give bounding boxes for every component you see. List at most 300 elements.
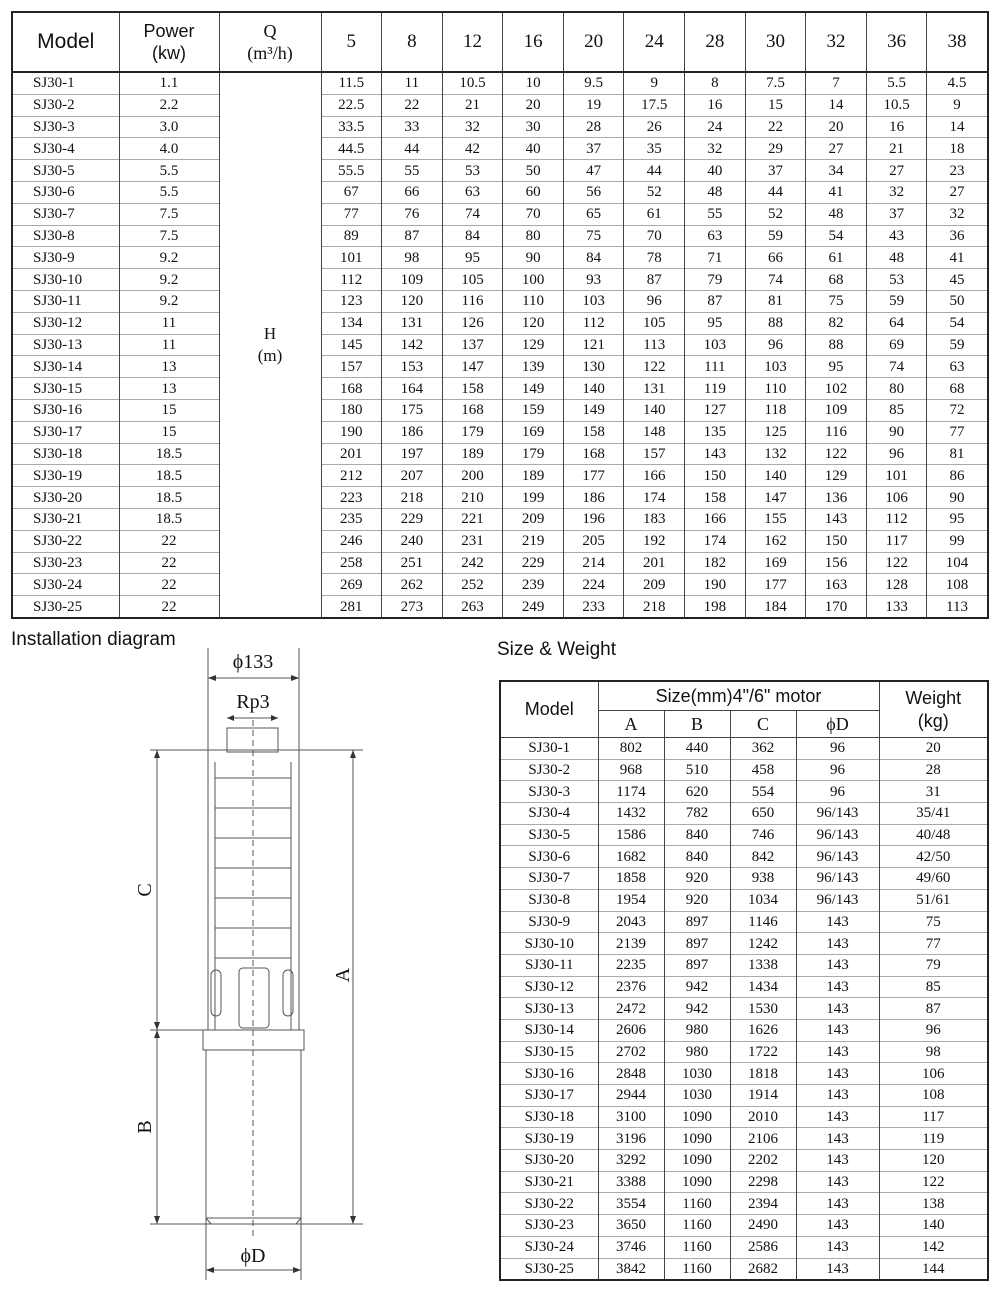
header-flow (219, 12, 321, 72)
arrowhead (291, 675, 299, 681)
cell-head-value: 168 (321, 378, 382, 400)
cell-head-value: 79 (685, 269, 746, 291)
cell-power: 22 (119, 552, 219, 574)
cell-c: 2202 (730, 1150, 796, 1172)
size-weight-row (500, 1171, 988, 1193)
cell-head-value: 95 (806, 356, 867, 378)
cell-a: 3746 (598, 1236, 664, 1258)
cell-head-value: 174 (624, 487, 685, 509)
cell-head-value: 102 (806, 378, 867, 400)
performance-row (12, 160, 988, 182)
cell-w: 108 (879, 1085, 988, 1107)
cell-head-value: 122 (806, 443, 867, 465)
header-flow-value: 28 (685, 12, 746, 72)
cell-head-value: 33 (382, 116, 443, 138)
cell-b: 1090 (664, 1171, 730, 1193)
cell-head-value: 90 (866, 421, 927, 443)
performance-row (12, 116, 988, 138)
cell-head-value: 54 (806, 225, 867, 247)
head-unit: (m) (257, 345, 283, 365)
size-weight-row (500, 998, 988, 1020)
performance-row (12, 312, 988, 334)
cell-head-value: 177 (563, 465, 624, 487)
cell-head-value: 166 (624, 465, 685, 487)
cell-head-value: 20 (806, 116, 867, 138)
cell-head-value: 9 (927, 94, 988, 116)
cell-a: 3554 (598, 1193, 664, 1215)
cell-head-value: 84 (563, 247, 624, 269)
arrowhead (350, 1216, 356, 1224)
cell-w: 140 (879, 1215, 988, 1237)
cell-head-value: 147 (442, 356, 503, 378)
cell-model: SJ30-8 (12, 225, 119, 247)
cell-c: 362 (730, 738, 796, 760)
cell-head-value: 189 (503, 465, 564, 487)
cell-head-value: 199 (503, 487, 564, 509)
cell-head-value: 47 (563, 160, 624, 182)
size-weight-row (500, 1193, 988, 1215)
cell-power: 5.5 (119, 181, 219, 203)
cell-head-value: 182 (685, 552, 746, 574)
cell-head-value: 95 (685, 312, 746, 334)
cell-model: SJ30-16 (12, 399, 119, 421)
size-weight-row (500, 868, 988, 890)
cell-head-value: 179 (503, 443, 564, 465)
cell-d: 96/143 (796, 824, 879, 846)
cell-head-value: 29 (745, 138, 806, 160)
size-header-size: Size(mm)4"/6" motor (598, 681, 879, 711)
cell-head-value: 48 (806, 203, 867, 225)
cell-head-value: 70 (624, 225, 685, 247)
cell-head-value: 18 (927, 138, 988, 160)
label-a: A (332, 967, 354, 983)
cell-head-value: 63 (685, 225, 746, 247)
cell-head-value: 106 (866, 487, 927, 509)
cell-a: 2472 (598, 998, 664, 1020)
cell-head-value: 27 (806, 138, 867, 160)
cell-head-value: 157 (624, 443, 685, 465)
cell-head-value: 98 (382, 247, 443, 269)
cell-w: 98 (879, 1041, 988, 1063)
cell-head-value: 140 (624, 399, 685, 421)
cell-model: SJ30-25 (500, 1258, 598, 1280)
cell-head-value: 26 (624, 116, 685, 138)
cell-head-value: 143 (806, 508, 867, 530)
header-flow-value: 36 (866, 12, 927, 72)
cell-a: 3388 (598, 1171, 664, 1193)
cell-model: SJ30-19 (12, 465, 119, 487)
cell-power: 15 (119, 421, 219, 443)
cell-w: 120 (879, 1150, 988, 1172)
cell-model: SJ30-9 (12, 247, 119, 269)
cell-head-value: 131 (624, 378, 685, 400)
cell-head-value: 246 (321, 530, 382, 552)
cell-head-value: 22 (745, 116, 806, 138)
cell-head-value: 168 (563, 443, 624, 465)
cell-head-value: 164 (382, 378, 443, 400)
cell-head-value: 168 (442, 399, 503, 421)
size-weight-row (500, 1258, 988, 1280)
performance-table (11, 11, 989, 619)
cell-head-value: 196 (563, 508, 624, 530)
cell-head-value: 201 (624, 552, 685, 574)
performance-row (12, 596, 988, 618)
performance-row (12, 399, 988, 421)
cell-power: 7.5 (119, 203, 219, 225)
cell-b: 1090 (664, 1106, 730, 1128)
cell-w: 96 (879, 1019, 988, 1041)
arrowhead (227, 715, 234, 721)
cell-head-value: 269 (321, 574, 382, 596)
cell-b: 1030 (664, 1063, 730, 1085)
cell-model: SJ30-4 (500, 803, 598, 825)
cell-head-value: 121 (563, 334, 624, 356)
header-power (119, 12, 219, 72)
cell-model: SJ30-22 (500, 1193, 598, 1215)
cell-head-value: 109 (382, 269, 443, 291)
cell-head-value: 112 (321, 269, 382, 291)
cell-power: 13 (119, 378, 219, 400)
cell-head-value: 21 (866, 138, 927, 160)
cell-d: 96 (796, 738, 879, 760)
cell-c: 746 (730, 824, 796, 846)
cell-head-value: 155 (745, 508, 806, 530)
cell-head-value: 69 (866, 334, 927, 356)
cell-c: 554 (730, 781, 796, 803)
cell-head-value: 169 (503, 421, 564, 443)
cell-power: 2.2 (119, 94, 219, 116)
cell-head-value: 64 (866, 312, 927, 334)
cell-head-value: 148 (624, 421, 685, 443)
cell-d: 143 (796, 1193, 879, 1215)
cell-head-value: 27 (927, 181, 988, 203)
cell-model: SJ30-15 (500, 1041, 598, 1063)
cell-head-value: 61 (806, 247, 867, 269)
header-power-label: Power (143, 21, 195, 41)
cell-head-value: 219 (503, 530, 564, 552)
cell-head-value: 158 (563, 421, 624, 443)
cell-model: SJ30-13 (12, 334, 119, 356)
cell-w: 35/41 (879, 803, 988, 825)
cell-head-value: 75 (806, 290, 867, 312)
size-weight-row (500, 824, 988, 846)
header-model: Model (12, 12, 119, 72)
cell-c: 2682 (730, 1258, 796, 1280)
cell-head-value: 132 (745, 443, 806, 465)
cell-head-value: 59 (745, 225, 806, 247)
cell-power: 9.2 (119, 290, 219, 312)
cell-power: 5.5 (119, 160, 219, 182)
cell-d: 143 (796, 911, 879, 933)
header-flow-value: 24 (624, 12, 685, 72)
header-flow-value: 12 (442, 12, 503, 72)
cell-model: SJ30-17 (500, 1085, 598, 1107)
cell-head-value: 30 (503, 116, 564, 138)
size-weight-row (500, 976, 988, 998)
cell-d: 96/143 (796, 846, 879, 868)
cell-model: SJ30-10 (12, 269, 119, 291)
size-weight-row (500, 911, 988, 933)
cell-head-value: 149 (503, 378, 564, 400)
cell-model: SJ30-20 (12, 487, 119, 509)
cell-a: 3196 (598, 1128, 664, 1150)
cell-model: SJ30-6 (12, 181, 119, 203)
cell-power: 22 (119, 596, 219, 618)
cell-head-value: 131 (382, 312, 443, 334)
cell-model: SJ30-20 (500, 1150, 598, 1172)
cell-head-value: 35 (624, 138, 685, 160)
cell-head-value: 180 (321, 399, 382, 421)
cell-head-value: 53 (866, 269, 927, 291)
cell-c: 1722 (730, 1041, 796, 1063)
performance-row (12, 378, 988, 400)
cell-head-value: 28 (563, 116, 624, 138)
cell-b: 920 (664, 889, 730, 911)
cell-d: 143 (796, 1041, 879, 1063)
cell-head-value: 273 (382, 596, 443, 618)
cell-head-value: 223 (321, 487, 382, 509)
size-weight-row (500, 1150, 988, 1172)
cell-a: 802 (598, 738, 664, 760)
cell-b: 980 (664, 1019, 730, 1041)
performance-body (12, 72, 988, 618)
cell-head-value: 7.5 (745, 72, 806, 94)
cell-model: SJ30-23 (500, 1215, 598, 1237)
cell-head-value: 55 (685, 203, 746, 225)
cell-head-value: 201 (321, 443, 382, 465)
cell-power: 9.2 (119, 269, 219, 291)
cell-head-value: 129 (503, 334, 564, 356)
arrowhead (154, 1216, 160, 1224)
cell-head-value: 86 (927, 465, 988, 487)
cell-model: SJ30-4 (12, 138, 119, 160)
cell-b: 620 (664, 781, 730, 803)
cell-head-value: 67 (321, 181, 382, 203)
size-header-weight (879, 681, 988, 738)
size-weight-row (500, 954, 988, 976)
cell-head-value: 59 (927, 334, 988, 356)
cell-head-value: 128 (866, 574, 927, 596)
cell-head-value: 169 (745, 552, 806, 574)
cell-d: 143 (796, 1171, 879, 1193)
cell-model: SJ30-5 (12, 160, 119, 182)
size-weight-row (500, 1041, 988, 1063)
cell-b: 1160 (664, 1258, 730, 1280)
cell-head-value: 116 (806, 421, 867, 443)
cell-head-value: 129 (806, 465, 867, 487)
cell-power: 13 (119, 356, 219, 378)
cell-head-value: 16 (685, 94, 746, 116)
cell-b: 897 (664, 933, 730, 955)
arrowhead (154, 1030, 160, 1038)
cell-power: 18.5 (119, 465, 219, 487)
cell-head-value: 22.5 (321, 94, 382, 116)
cell-head-value: 70 (503, 203, 564, 225)
cell-head-value: 95 (442, 247, 503, 269)
performance-row (12, 530, 988, 552)
cell-head-value: 142 (382, 334, 443, 356)
cell-model: SJ30-14 (12, 356, 119, 378)
cell-head-value: 175 (382, 399, 443, 421)
size-weight-row (500, 1106, 988, 1128)
size-weight-row (500, 1063, 988, 1085)
cell-c: 1338 (730, 954, 796, 976)
performance-row (12, 465, 988, 487)
cell-head-value: 240 (382, 530, 443, 552)
cell-head-value: 135 (685, 421, 746, 443)
installation-diagram (95, 640, 375, 1280)
cell-model: SJ30-11 (500, 954, 598, 976)
cell-b: 897 (664, 954, 730, 976)
cell-power: 18.5 (119, 508, 219, 530)
cell-head-value: 143 (685, 443, 746, 465)
cell-head-value: 87 (685, 290, 746, 312)
cell-head-value: 198 (685, 596, 746, 618)
cell-head-value: 66 (745, 247, 806, 269)
cell-head-value: 149 (563, 399, 624, 421)
cell-head-value: 85 (866, 399, 927, 421)
cell-head-value: 112 (563, 312, 624, 334)
cell-head-value: 263 (442, 596, 503, 618)
cell-b: 840 (664, 846, 730, 868)
cell-head-value: 139 (503, 356, 564, 378)
cell-head-value: 134 (321, 312, 382, 334)
performance-row (12, 247, 988, 269)
size-header-c: C (730, 711, 796, 738)
cell-model: SJ30-21 (12, 508, 119, 530)
cell-w: 138 (879, 1193, 988, 1215)
cell-head-value: 110 (745, 378, 806, 400)
cell-head-value: 36 (927, 225, 988, 247)
cell-a: 3100 (598, 1106, 664, 1128)
cell-head-value: 7 (806, 72, 867, 94)
cell-model: SJ30-3 (12, 116, 119, 138)
cell-head-value: 190 (321, 421, 382, 443)
label-rp3: Rp3 (236, 691, 270, 713)
cell-head-value: 210 (442, 487, 503, 509)
cell-head-value: 40 (685, 160, 746, 182)
cell-w: 87 (879, 998, 988, 1020)
cell-head-value: 19 (563, 94, 624, 116)
cell-head-value: 32 (866, 181, 927, 203)
cell-d: 143 (796, 1063, 879, 1085)
arrowhead (154, 1022, 160, 1030)
cell-b: 1090 (664, 1128, 730, 1150)
cell-head-value: 218 (382, 487, 443, 509)
performance-row (12, 421, 988, 443)
size-weight-body (500, 738, 988, 1281)
cell-head-value: 80 (866, 378, 927, 400)
cell-head-value: 44 (624, 160, 685, 182)
cell-c: 1626 (730, 1019, 796, 1041)
size-weight-row (500, 1019, 988, 1041)
cell-model: SJ30-21 (500, 1171, 598, 1193)
cell-head-value: 60 (503, 181, 564, 203)
cell-w: 79 (879, 954, 988, 976)
cell-head-value: 74 (745, 269, 806, 291)
cell-c: 1914 (730, 1085, 796, 1107)
cell-head-value: 95 (927, 508, 988, 530)
cell-w: 142 (879, 1236, 988, 1258)
cell-head-value: 37 (563, 138, 624, 160)
cell-head-value: 214 (563, 552, 624, 574)
cell-d: 143 (796, 933, 879, 955)
cell-head-value: 9.5 (563, 72, 624, 94)
cell-head-value: 113 (927, 596, 988, 618)
header-flow-value: 8 (382, 12, 443, 72)
cell-power: 9.2 (119, 247, 219, 269)
cell-w: 51/61 (879, 889, 988, 911)
cell-head-value: 174 (685, 530, 746, 552)
cell-head-value: 66 (382, 181, 443, 203)
cell-head-value: 10.5 (442, 72, 503, 94)
cell-head-value: 88 (806, 334, 867, 356)
size-weight-row (500, 1215, 988, 1237)
cell-head-value: 20 (503, 94, 564, 116)
cell-b: 920 (664, 868, 730, 890)
cell-head-value: 96 (866, 443, 927, 465)
cell-head-value: 190 (685, 574, 746, 596)
cell-head-value: 78 (624, 247, 685, 269)
cell-model: SJ30-2 (500, 759, 598, 781)
cell-model: SJ30-22 (12, 530, 119, 552)
size-header-b: B (664, 711, 730, 738)
cell-b: 840 (664, 824, 730, 846)
cell-w: 144 (879, 1258, 988, 1280)
cell-c: 1530 (730, 998, 796, 1020)
cell-head-value: 41 (927, 247, 988, 269)
cell-model: SJ30-18 (12, 443, 119, 465)
cell-head-value: 45 (927, 269, 988, 291)
cell-head-value: 186 (382, 421, 443, 443)
cell-head-value: 8 (685, 72, 746, 94)
cell-b: 782 (664, 803, 730, 825)
cell-model: SJ30-12 (12, 312, 119, 334)
arrowhead (154, 750, 160, 758)
cell-d: 143 (796, 954, 879, 976)
cell-head-value: 44 (382, 138, 443, 160)
cell-head-value: 158 (442, 378, 503, 400)
cell-head-value: 162 (745, 530, 806, 552)
cell-head-value: 74 (866, 356, 927, 378)
performance-row (12, 203, 988, 225)
cell-head-value: 209 (503, 508, 564, 530)
performance-row (12, 72, 988, 94)
performance-row (12, 443, 988, 465)
cell-a: 2944 (598, 1085, 664, 1107)
cell-head-value: 189 (442, 443, 503, 465)
cell-model: SJ30-24 (12, 574, 119, 596)
cell-head-value: 186 (563, 487, 624, 509)
cell-model: SJ30-23 (12, 552, 119, 574)
cell-b: 1030 (664, 1085, 730, 1107)
cell-head-value: 224 (563, 574, 624, 596)
cell-head-value: 11 (382, 72, 443, 94)
cell-head-value: 197 (382, 443, 443, 465)
header-flow-unit: (m³/h) (247, 43, 293, 63)
cell-model: SJ30-15 (12, 378, 119, 400)
size-weight-row (500, 803, 988, 825)
cell-head-value: 50 (927, 290, 988, 312)
cell-head-value: 109 (806, 399, 867, 421)
cell-model: SJ30-1 (12, 72, 119, 94)
cell-head-value: 72 (927, 399, 988, 421)
cell-head-value: 150 (685, 465, 746, 487)
cell-a: 2043 (598, 911, 664, 933)
cell-head-value: 22 (382, 94, 443, 116)
cell-head-value: 32 (442, 116, 503, 138)
cell-head-value: 218 (624, 596, 685, 618)
